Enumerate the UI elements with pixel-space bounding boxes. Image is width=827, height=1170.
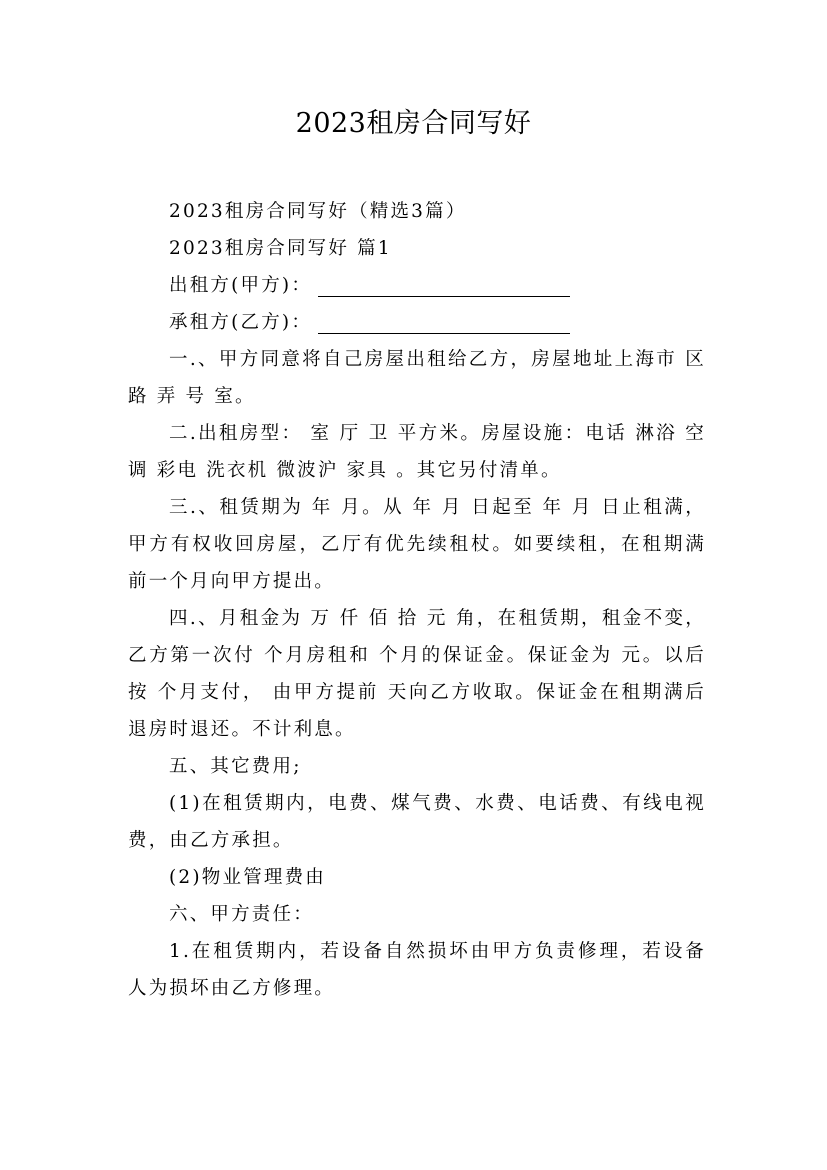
paragraph-clause-5-item-1: (1)在租赁期内，电费、煤气费、水费、电话费、有线电视费，由乙方承担。 xyxy=(128,793,706,851)
document-title: 2023租房合同写好 xyxy=(295,108,532,139)
lessee-blank-line xyxy=(318,308,570,334)
paragraph-clause-6-item-1: 1.在租赁期内，若设备自然损坏由甲方负责修理，若设备人为损坏由乙方修理。 xyxy=(128,941,706,999)
paragraph-section-heading: 2023租房合同写好 篇1 xyxy=(169,238,392,259)
lessor-blank-line xyxy=(318,271,570,297)
document-body xyxy=(128,193,715,1007)
paragraph-subtitle: 2023租房合同写好（精选3篇） xyxy=(169,201,467,222)
paragraph-clause-1: 一.、甲方同意将自己房屋出租给乙方，房屋地址上海市 区 路 弄 号 室。 xyxy=(128,349,715,407)
paragraph-clause-5: 五、其它费用; xyxy=(169,756,302,777)
paragraph-clause-6: 六、甲方责任： xyxy=(169,904,314,925)
paragraph-clause-5-item-2: (2)物业管理费由 xyxy=(169,867,327,888)
paragraph-clause-2: 二.出租房型： 室 厅 卫 平方米。房屋设施：电话 淋浴 空调 彩电 洗衣机 微波沪 家具 。其它另付清单。 xyxy=(128,423,706,481)
lessee-label: 承租方(乙方)： xyxy=(169,312,313,333)
paragraph-lessor-line xyxy=(128,267,706,304)
paragraph-lessee-line xyxy=(128,304,706,341)
paragraph-clause-4: 四.、月租金为 万 仟 佰 拾 元 角，在租赁期，租金不变，乙方第一次付 个月房租和 个月的保证金。保证金为 元。以后按 个月支付， 由甲方提前 天向乙方收取。保证金在租期满后退房时退还。不计利息。 xyxy=(128,608,706,740)
paragraph-clause-3: 三.、租赁期为 年 月。从 年 月 日起至 年 月 日止租满，甲方有权收回房屋，乙厅有优先续租杖。如要续租，在租期满前一个月向甲方提出。 xyxy=(128,497,706,592)
lessor-label: 出租方(甲方)： xyxy=(169,275,313,296)
